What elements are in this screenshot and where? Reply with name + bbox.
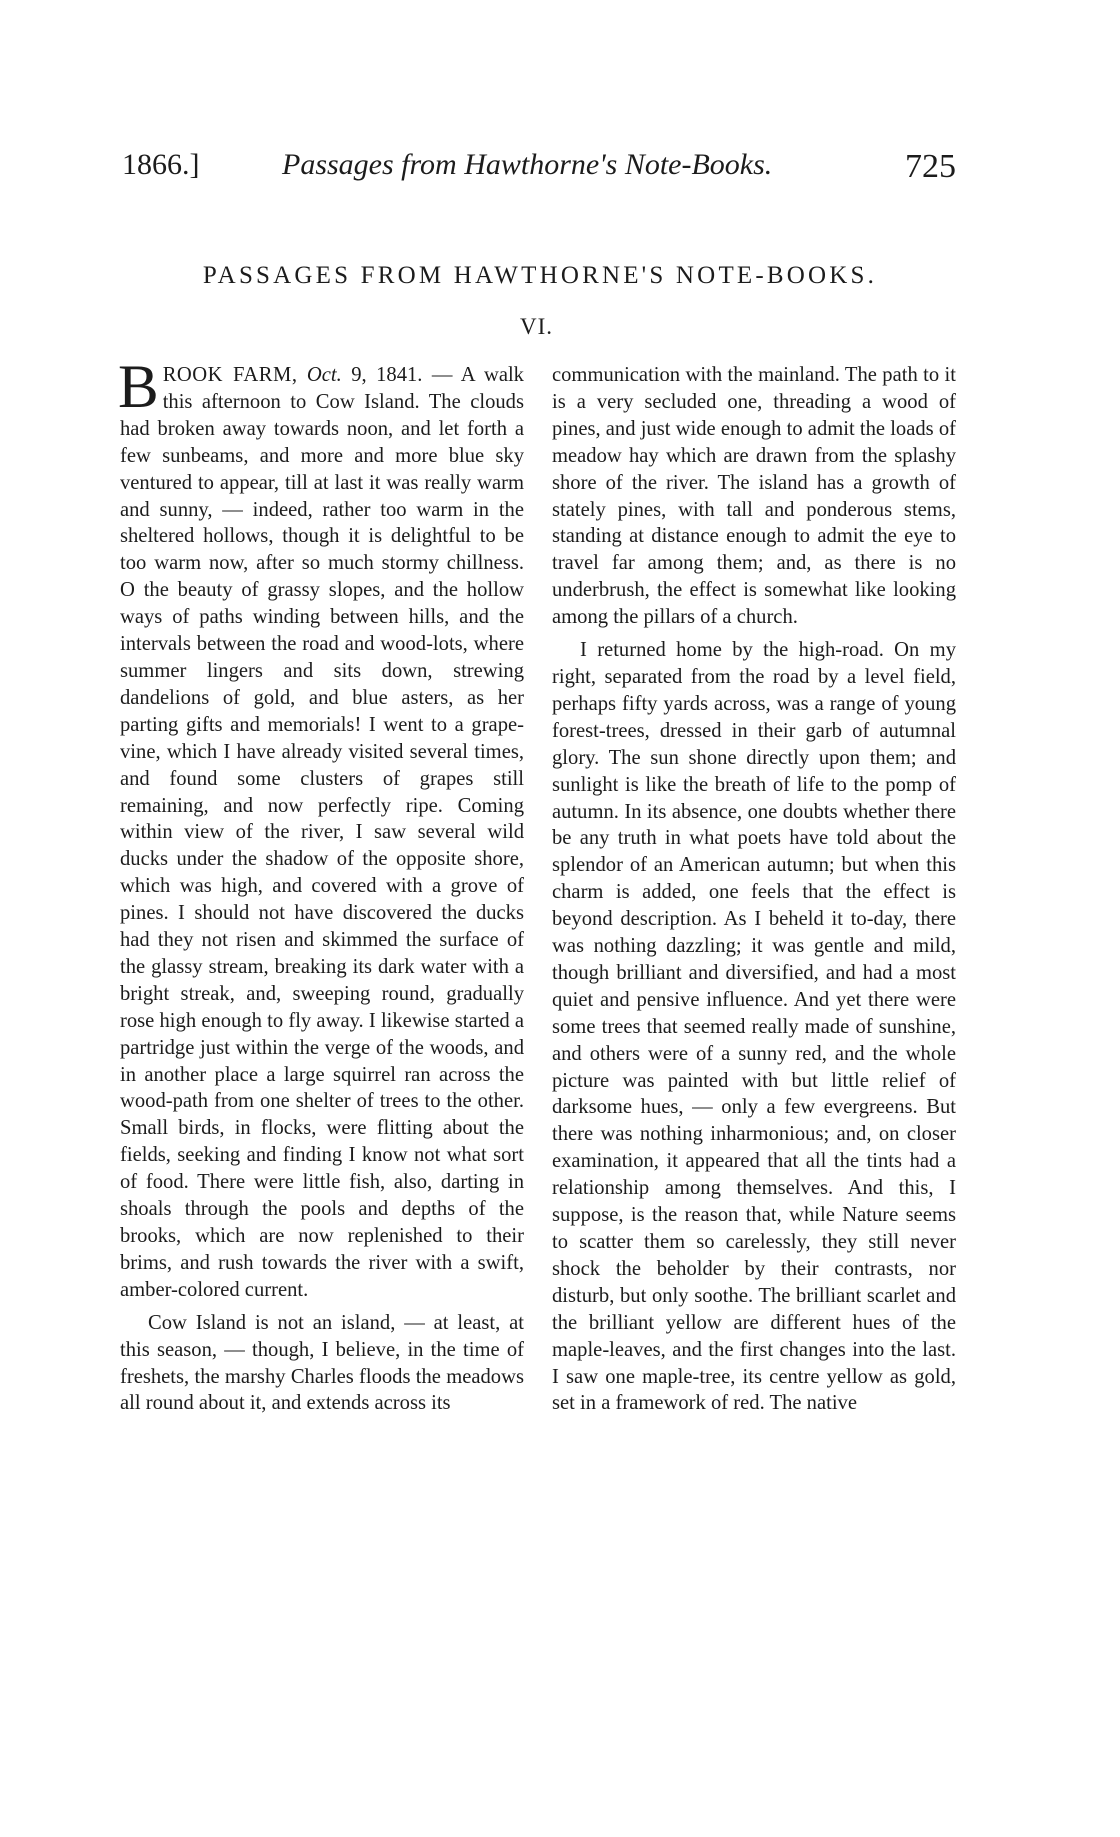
lead-date: Oct. (306, 364, 342, 386)
text-column-left (118, 354, 524, 1417)
paragraph-text: Cow Island is not an island, — at least, at this season, — though, I believe, in the time of freshets, the marshy Charles floods the meadows all round about it, and extends across its (120, 1311, 524, 1415)
paragraph-text: I returned home by the high-road. On my right, separated from the road by a level field, perhaps fifty yards across, was a range of young forest-trees, dressed in their garb of autumnal glory. The sun shone directly upon them; and sunlight is like the breath of life to the pomp of autumn. In its absence, one doubts whether there be any truth in what poets have told about the splendor of an American autumn; but when this charm is added, one feels that the effect is beyond description. As I beheld it to-day, there was nothing dazzling; it was gentle and mild, though brilliant and diversified, and had a most quiet and pensive influence. And yet there were some trees that seemed really made of sunshine, and others were of a sunny red, and the whole picture was painted with but little relief of darksome hues, — only a few evergreens. But there was nothing inharmonious; and, on closer examination, it appeared that all the tints had a relationship among themselves. And this, I suppose, is the reason that, while Nature seems to scatter them so carelessly, they still never shock the beholder by their contrasts, nor disturb, but only soothe. The brilliant scarlet and the brilliant yellow are different hues of the maple-leaves, and the first changes into the last. I saw one maple-tree, its centre yellow as gold, set in a framework of red. The native (552, 639, 956, 1415)
running-head-year: 1866.] (122, 148, 200, 181)
running-head-title: Passages from Hawthorne's Note-Books. (282, 148, 773, 181)
lead-caps: ROOK FARM, (162, 364, 298, 386)
paragraph (120, 1310, 524, 1418)
running-head (122, 148, 956, 192)
text-column-right (552, 362, 956, 1417)
section-number: VI. (520, 314, 554, 339)
drop-cap: B (118, 354, 159, 421)
paragraph (552, 637, 956, 1417)
paragraph (118, 354, 524, 1304)
page-number: 725 (905, 148, 956, 185)
article-title: PASSAGES FROM HAWTHORNE'S NOTE-BOOKS. (202, 262, 878, 289)
paragraph-continued: communication with the mainland. The path to it is a very secluded one, threading a wood of pines, and just wide enough to admit the loads of meadow hay which are drawn from the splashy shore of the river. The island has a growth of stately pines, with tall and ponderous stems, standing at distance enough to admit the eye to travel far among them; and, as there is no underbrush, the effect is somewhat like looking among the pillars of a church. (552, 364, 956, 629)
paragraph-text: 9, 1841. — A walk this afternoon to Cow Island. The clouds had broken away towards noon, and let forth a few sunbeams, and more and more blue sky ventured to appear, till at last it was really warm and sunny, — indeed, rather too warm in the sheltered hollows, though it is delightful to be too warm now, after so much stormy chillness. O the beauty of grassy slopes, and the hollow ways of paths winding between hills, and the intervals between the road and wood-lots, where summer lingers and sits down, strewing dandelions of gold, and blue asters, as her parting gifts and memorials! I went to a grape-vine, which I have already visited several times, and found some clusters of grapes still remaining, and now perfectly ripe. Coming within view of the river, I saw several wild ducks under the shadow of the opposite shore, which was high, and covered with a grove of pines. I should not have discovered the ducks had they not risen and skimmed the surface of the glassy stream, breaking its dark water with a bright streak, and, sweeping round, gradually rose high enough to fly away. I likewise started a partridge just within the verge of the woods, and in another place a large squirrel ran across the wood-path from one shelter of trees to the other. Small birds, in flocks, were flitting about the fields, seeking and finding I know not what sort of food. There were little fish, also, darting in shoals through the pools and depths of the brooks, which are now replenished to their brims, and rush towards the river with a swift, amber-colored current. (120, 364, 524, 1301)
